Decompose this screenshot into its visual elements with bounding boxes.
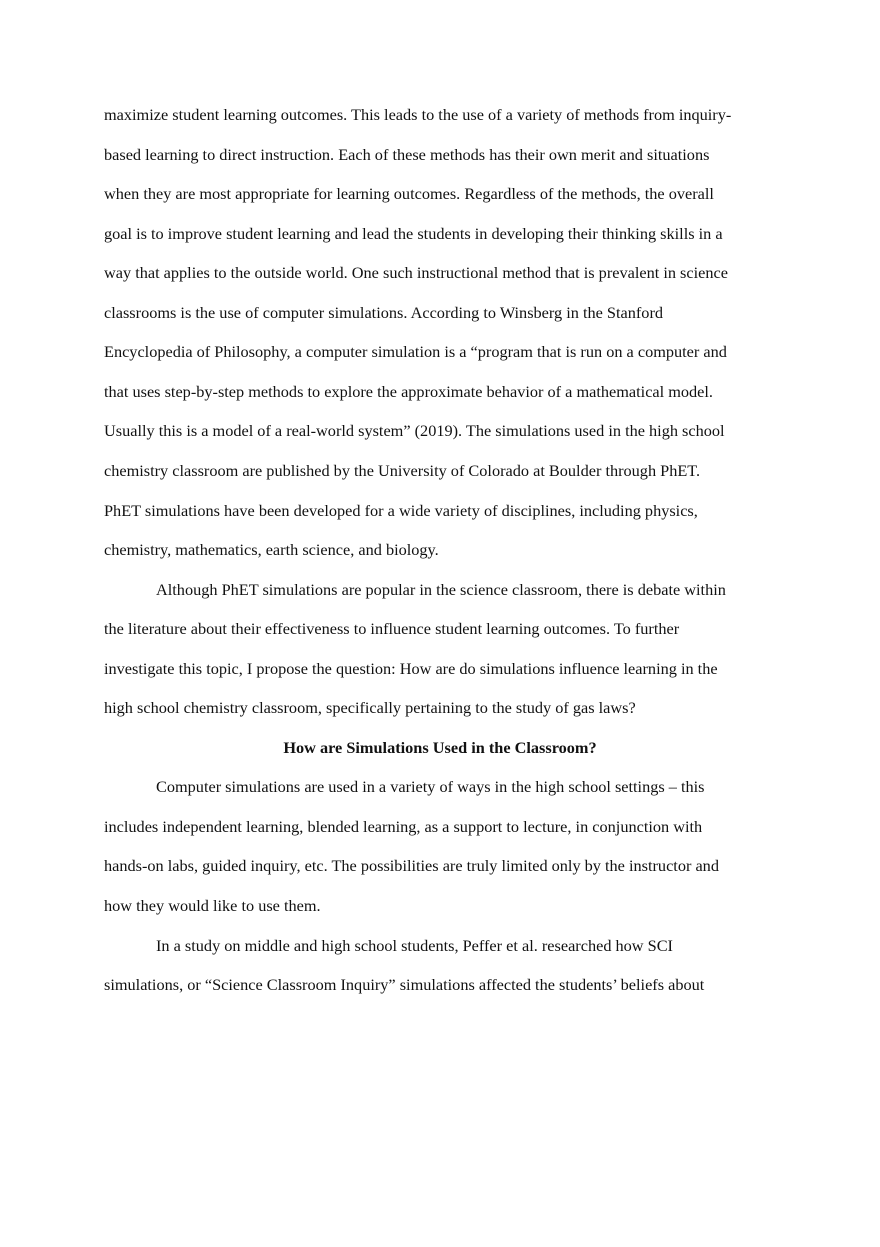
paragraph-line: includes independent learning, blended learning, as a support to lecture, in conjunction with xyxy=(104,816,703,836)
paragraph-line: that uses step-by-step methods to explore the approximate behavior of a mathematical model. xyxy=(104,381,714,401)
paragraph-line: classrooms is the use of computer simulations. According to Winsberg in the Stanford xyxy=(104,302,664,322)
paragraph-line: Usually this is a model of a real-world system” (2019). The simulations used in the high school xyxy=(104,421,725,441)
section-heading: How are Simulations Used in the Classroom? xyxy=(283,737,597,757)
paragraph-line: how they would like to use them. xyxy=(104,896,321,915)
paragraph-line: Encyclopedia of Philosophy, a computer simulation is a “program that is run on a computer and xyxy=(104,342,727,362)
paragraph-line: based learning to direct instruction. Each of these methods has their own merit and situations xyxy=(104,144,710,164)
paragraph-line: PhET simulations have been developed for a wide variety of disciplines, including physics, xyxy=(104,500,698,520)
paragraph-line: In a study on middle and high school students, Peffer et al. researched how SCI xyxy=(156,935,673,955)
paragraph-line: maximize student learning outcomes. This leads to the use of a variety of methods from inquiry- xyxy=(104,105,732,124)
paragraph-line: chemistry, mathematics, earth science, and biology. xyxy=(104,540,439,560)
paragraph-line: high school chemistry classroom, specifically pertaining to the study of gas laws? xyxy=(104,698,636,718)
paragraph-line: hands-on labs, guided inquiry, etc. The possibilities are truly limited only by the instructor and xyxy=(104,856,719,876)
paragraph-line: investigate this topic, I propose the question: How are do simulations influence learning in the xyxy=(104,658,718,678)
paragraph-line: the literature about their effectiveness to influence student learning outcomes. To further xyxy=(104,619,680,639)
paragraph-line: way that applies to the outside world. One such instructional method that is prevalent in science xyxy=(104,263,728,283)
paragraph-line: goal is to improve student learning and lead the students in developing their thinking skills in a xyxy=(104,223,723,243)
paragraph-line: when they are most appropriate for learning outcomes. Regardless of the methods, the overall xyxy=(104,184,714,204)
paragraph-line: Although PhET simulations are popular in the science classroom, there is debate within xyxy=(156,579,726,599)
paragraph-line: Computer simulations are used in a variety of ways in the high school settings – this xyxy=(156,777,705,797)
paragraph-line: simulations, or “Science Classroom Inquiry” simulations affected the students’ beliefs about xyxy=(104,975,705,995)
paragraph-line: chemistry classroom are published by the University of Colorado at Boulder through PhET. xyxy=(104,460,701,480)
